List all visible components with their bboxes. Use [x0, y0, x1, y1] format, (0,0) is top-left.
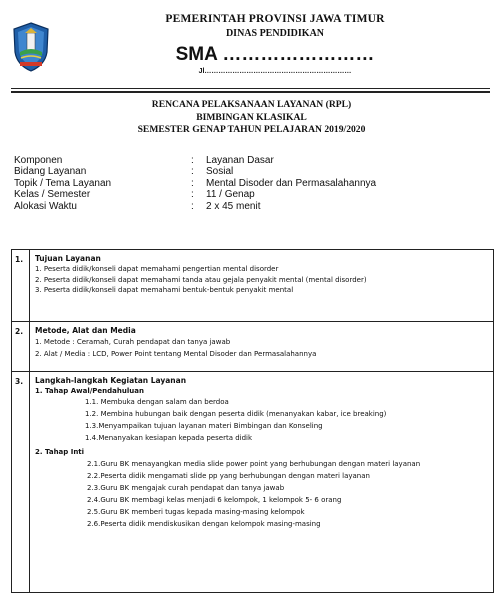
identity-row: [14, 201, 494, 212]
method-item: 2. Alat / Media : LCD, Power Point tentang Mental Disoder dan Permasalahannya: [35, 350, 317, 358]
objective-item: 3. Peserta didik/konseli dapat memahami bentuk-bentuk penyakit mental: [35, 286, 294, 294]
identity-colon: :: [191, 200, 194, 212]
section-title: Metode, Alat dan Media: [35, 326, 136, 335]
phase-step: 2.6.Peserta didik mendiskusikan dengan kelompok masing-masing: [87, 519, 321, 528]
section-number: 1.: [12, 250, 30, 322]
phase-step: 1.1. Membuka dengan salam dan berdoa: [85, 398, 229, 406]
school-address: Jl………………………………………………………: [198, 68, 352, 75]
office-name: DINAS PENDIDIKAN: [225, 28, 325, 39]
section-title: Tujuan Layanan: [35, 254, 101, 263]
section-body: [30, 250, 494, 322]
section-row-methods: [12, 322, 494, 372]
identity-row: [14, 155, 494, 166]
identity-colon: :: [191, 177, 194, 189]
identity-block: [14, 155, 494, 212]
section-number: 2.: [12, 322, 30, 372]
phase-step: 2.1.Guru BK menayangkan media slide power point yang berhubungan dengan materi layanan: [87, 459, 421, 468]
document-title: [0, 99, 503, 137]
identity-label: Bidang Layanan: [14, 166, 87, 178]
letterhead: [0, 0, 503, 92]
phase-title: 2. Tahap Inti: [35, 447, 85, 456]
letterhead-rule-thick: [11, 91, 490, 93]
identity-value: Sosial: [206, 166, 234, 178]
identity-value: Mental Disoder dan Permasalahannya: [206, 177, 377, 189]
section-number: 3.: [12, 372, 30, 593]
section-title: Langkah-langkah Kegiatan Layanan: [35, 376, 187, 385]
identity-colon: :: [191, 155, 194, 166]
identity-label: Topik / Tema Layanan: [14, 177, 112, 189]
title-line-1: RENCANA PELAKSANAAN LAYANAN (RPL): [151, 99, 352, 110]
identity-row: [14, 189, 494, 200]
section-row-objectives: [12, 250, 494, 322]
government-name: PEMERINTAH PROVINSI JAWA TIMUR: [165, 13, 385, 25]
identity-label: Komponen: [14, 155, 63, 166]
phase-step: 2.2.Peserta didik mengamati slide pp yang berhubungan dengan materi layanan: [87, 471, 370, 480]
letterhead-rule-thin: [11, 88, 490, 89]
rpl-table: [11, 249, 494, 593]
identity-colon: :: [191, 189, 194, 201]
school-name: SMA ……………………: [175, 44, 375, 65]
section-body: [30, 322, 494, 372]
title-line-2: BIMBINGAN KLASIKAL: [196, 111, 307, 123]
phase-step: 1.2. Membina hubungan baik dengan peserta didik (menanyakan kabar, ice breaking): [85, 409, 387, 418]
phase-step: 1.3.Menyampaikan tujuan layanan materi Bimbingan dan Konseling: [85, 421, 323, 430]
identity-value: 11 / Genap: [206, 189, 255, 201]
phase-step: 2.3.Guru BK mengajak curah pendapat dan tanya jawab: [87, 483, 285, 492]
method-item: 1. Metode : Ceramah, Curah pendapat dan tanya jawab: [35, 338, 231, 346]
objective-item: 2. Peserta didik/konseli dapat memahami tanda atau gejala penyakit mental (mental disorder): [35, 275, 367, 284]
objective-item: 1. Peserta didik/konseli dapat memahami pengertian mental disorder: [35, 265, 279, 273]
phase-step: 2.4.Guru BK membagi kelas menjadi 6 kelompok, 1 kelompok 5- 6 orang: [87, 495, 342, 504]
phase-title: 1. Tahap Awal/Pendahuluan: [35, 387, 144, 395]
phase-step: 1.4.Menanyakan kesiapan kepada peserta didik: [85, 433, 253, 442]
identity-value: Layanan Dasar: [206, 155, 274, 166]
title-line-3: SEMESTER GENAP TAHUN PELAJARAN 2019/2020: [137, 124, 366, 136]
east-java-emblem-icon: [12, 22, 50, 72]
section-body: [30, 372, 494, 593]
identity-label: Alokasi Waktu: [14, 200, 77, 212]
section-row-activities: [12, 372, 494, 593]
identity-label: Kelas / Semester: [14, 189, 91, 201]
phase-step: 2.5.Guru BK memberi tugas kepada masing-masing kelompok: [87, 507, 305, 516]
identity-value: 2 x 45 menit: [206, 200, 261, 212]
identity-row: [14, 166, 494, 177]
identity-row: [14, 178, 494, 189]
identity-colon: :: [191, 166, 194, 178]
